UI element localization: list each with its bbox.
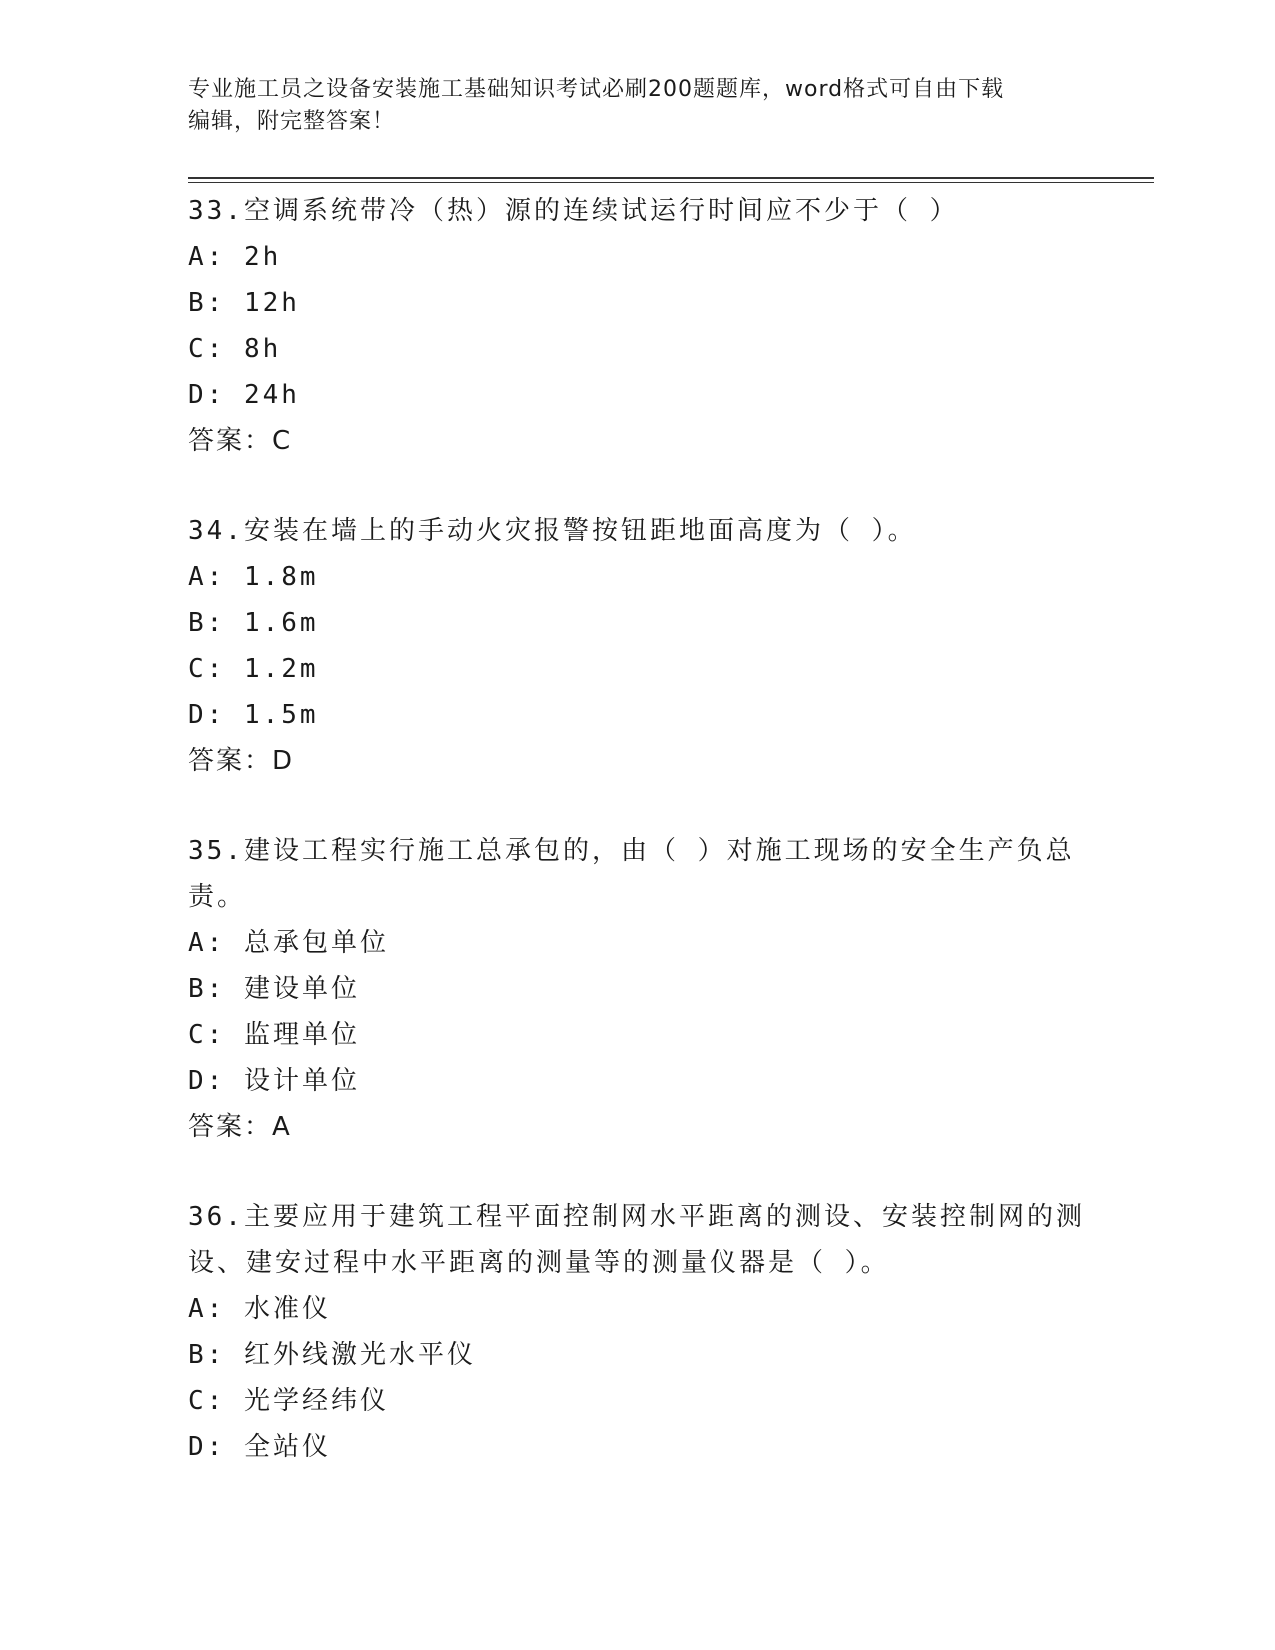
- option-d: D: 设计单位: [188, 1066, 360, 1096]
- option-b: B: 红外线激光水平仪: [188, 1340, 476, 1370]
- option-d: D: 24h: [188, 380, 300, 410]
- option-a: A: 2h: [188, 242, 282, 272]
- option-a: A: 1.8m: [188, 562, 319, 592]
- question-list: [188, 188, 1088, 1470]
- option-c: C: 光学经纬仪: [188, 1386, 389, 1416]
- option-b: B: 建设单位: [188, 974, 360, 1004]
- question-36: [188, 1194, 1088, 1470]
- answer-line: 答案：A: [188, 1112, 292, 1142]
- option-a: A: 水准仪: [188, 1294, 331, 1324]
- option-c: C: 1.2m: [188, 654, 319, 684]
- document-header: [188, 74, 1088, 138]
- option-d: D: 1.5m: [188, 700, 319, 730]
- option-a: A: 总承包单位: [188, 928, 389, 958]
- question-text: 33.空调系统带冷（热）源的连续试运行时间应不少于（ ）: [188, 196, 959, 226]
- header-divider-thin: [188, 182, 1154, 183]
- answer-line: 答案：D: [188, 746, 295, 776]
- question-text: 35.建设工程实行施工总承包的，由（ ）对施工现场的安全生产负总责。: [188, 836, 1075, 912]
- header-line-2: 编辑，附完整答案！: [188, 109, 396, 134]
- question-35: [188, 828, 1088, 1150]
- question-34: [188, 508, 1088, 784]
- option-d: D: 全站仪: [188, 1432, 331, 1462]
- header-line-1: 专业施工员之设备安装施工基础知识考试必刷200题题库，word格式可自由下载: [188, 77, 1005, 102]
- option-b: B: 12h: [188, 288, 300, 318]
- question-text: 36.主要应用于建筑工程平面控制网水平距离的测设、安装控制网的测设、建安过程中水平距离的测量等的测量仪器是（ ）。: [188, 1202, 1085, 1278]
- header-divider-thick: [188, 177, 1154, 179]
- option-b: B: 1.6m: [188, 608, 319, 638]
- option-c: C: 监理单位: [188, 1020, 360, 1050]
- option-c: C: 8h: [188, 334, 282, 364]
- question-33: [188, 188, 1088, 464]
- question-text: 34.安装在墙上的手动火灾报警按钮距地面高度为（ ）。: [188, 516, 917, 546]
- answer-line: 答案：C: [188, 426, 293, 456]
